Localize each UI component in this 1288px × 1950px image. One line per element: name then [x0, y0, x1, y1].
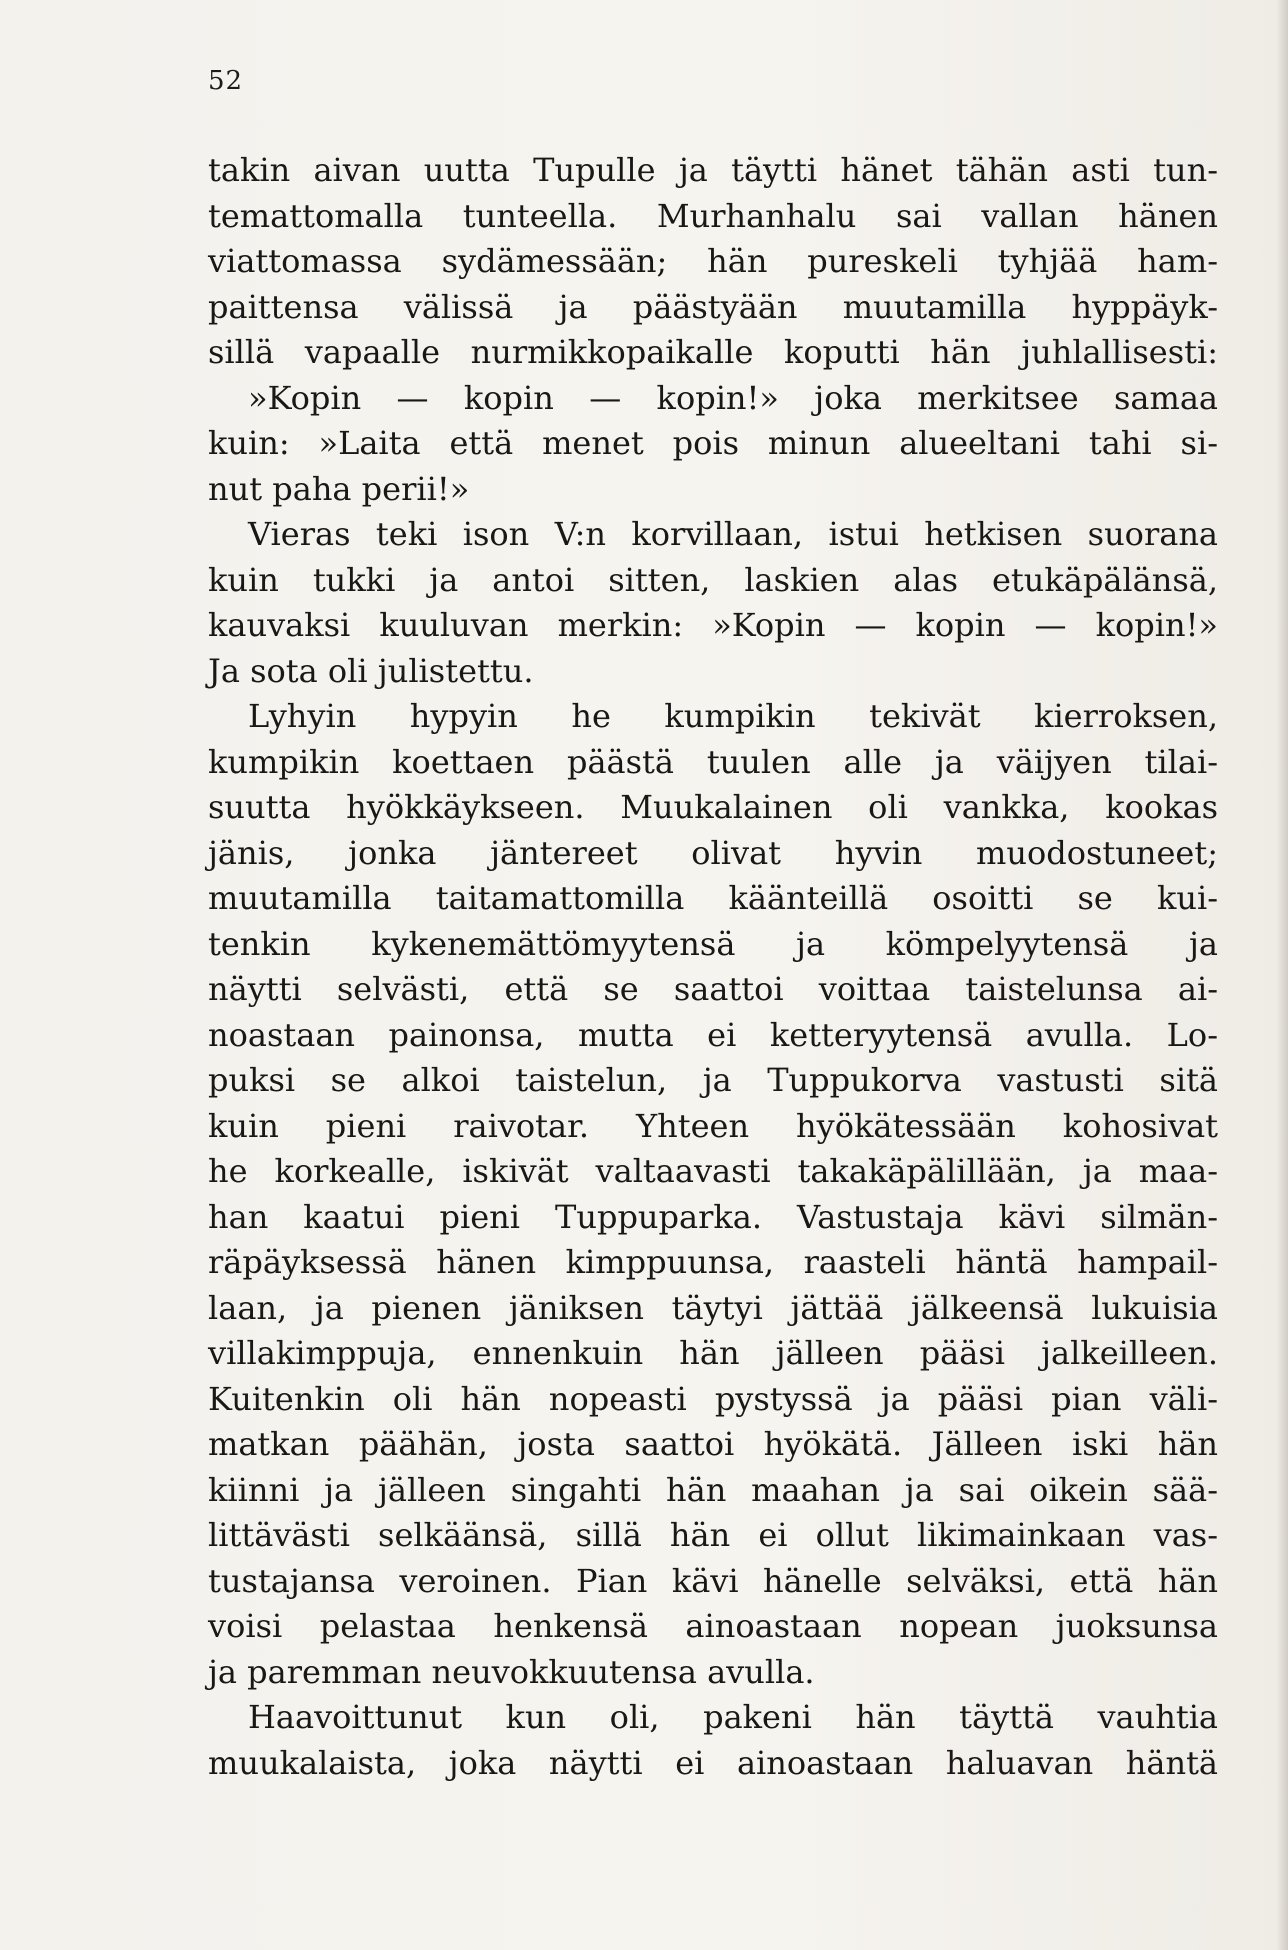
text-line: kuin tukki ja antoi sitten, laskien alas etukäpälänsä,	[208, 560, 1218, 599]
text-line: »Kopin — kopin — kopin!» joka merkitsee samaa	[248, 378, 1218, 417]
text-line: littävästi selkäänsä, sillä hän ei ollut likimainkaan vas-	[208, 1516, 1218, 1554]
text-line: kiinni ja jälleen singahti hän maahan ja sai oikein sää-	[208, 1470, 1218, 1509]
text-line: tustajansa veroinen. Pian kävi hänelle selväksi, että hän	[208, 1561, 1218, 1600]
text-line: kumpikin koettaen päästä tuulen alle ja väijyen tilai-	[208, 742, 1218, 781]
text-line: tenkin kykenemättömyytensä ja kömpelyytensä ja	[208, 924, 1218, 963]
text-line: sillä vapaalle nurmikkopaikalle koputti hän juhlallisesti:	[208, 333, 1218, 371]
text-line: matkan päähän, josta saattoi hyökätä. Jälleen iski hän	[208, 1425, 1218, 1463]
text-line: noastaan painonsa, mutta ei ketteryytensä avulla. Lo-	[208, 1015, 1218, 1054]
text-line: kauvaksi kuuluvan merkin: »Kopin — kopin — kopin!»	[208, 606, 1218, 644]
text-line: laan, ja pienen jäniksen täytyi jättää jälkeensä lukuisia	[208, 1288, 1218, 1327]
text-line: han kaatui pieni Tuppuparka. Vastustaja kävi silmän-	[208, 1197, 1218, 1236]
text-line: nut paha perii!»	[208, 469, 470, 508]
page-number: 52	[208, 66, 244, 96]
text-line: paittensa välissä ja päästyään muutamilla hyppäyk-	[208, 287, 1218, 326]
text-line: jänis, jonka jäntereet olivat hyvin muodostuneet;	[208, 833, 1218, 872]
text-line: temattomalla tunteella. Murhanhalu sai vallan hänen	[208, 196, 1218, 235]
text-line: muukalaista, joka näytti ei ainoastaan haluavan häntä	[208, 1743, 1218, 1782]
text-line: suutta hyökkäykseen. Muukalainen oli vankka, kookas	[208, 788, 1218, 826]
text-line: puksi se alkoi taistelun, ja Tuppukorva vastusti sitä	[208, 1061, 1218, 1099]
text-line: näytti selvästi, että se saattoi voittaa taistelunsa ai-	[208, 970, 1218, 1008]
text-line: Kuitenkin oli hän nopeasti pystyssä ja pääsi pian väli-	[208, 1379, 1218, 1418]
text-line: räpäyksessä hänen kimppuunsa, raasteli häntä hampail-	[208, 1243, 1218, 1281]
text-line: he korkealle, iskivät valtaavasti takakäpälillään, ja maa-	[208, 1152, 1218, 1190]
text-line: Lyhyin hypyin he kumpikin tekivät kierroksen,	[248, 697, 1218, 735]
text-line: kuin pieni raivotar. Yhteen hyökätessään kohosivat	[208, 1106, 1218, 1145]
text-line: kuin: »Laita että menet pois minun alueeltani tahi si-	[208, 424, 1218, 462]
text-line: Vieras teki ison V:n korvillaan, istui hetkisen suorana	[248, 515, 1218, 553]
text-line: villakimppuja, ennenkuin hän jälleen pääsi jalkeilleen.	[208, 1334, 1218, 1372]
text-line: takin aivan uutta Tupulle ja täytti hänet tähän asti tun-	[208, 151, 1218, 189]
text-line: viattomassa sydämessään; hän pureskeli tyhjää ham-	[208, 242, 1218, 280]
body-text	[208, 148, 1218, 1786]
page-edge-shadow	[1276, 0, 1288, 1950]
text-line: muutamilla taitamattomilla käänteillä osoitti se kui-	[208, 879, 1218, 917]
text-line: ja paremman neuvokkuutensa avulla.	[208, 1652, 815, 1691]
text-line: voisi pelastaa henkensä ainoastaan nopean juoksunsa	[208, 1607, 1218, 1645]
text-line: Ja sota oli julistettu.	[208, 651, 534, 690]
text-line: Haavoittunut kun oli, pakeni hän täyttä vauhtia	[248, 1698, 1218, 1736]
